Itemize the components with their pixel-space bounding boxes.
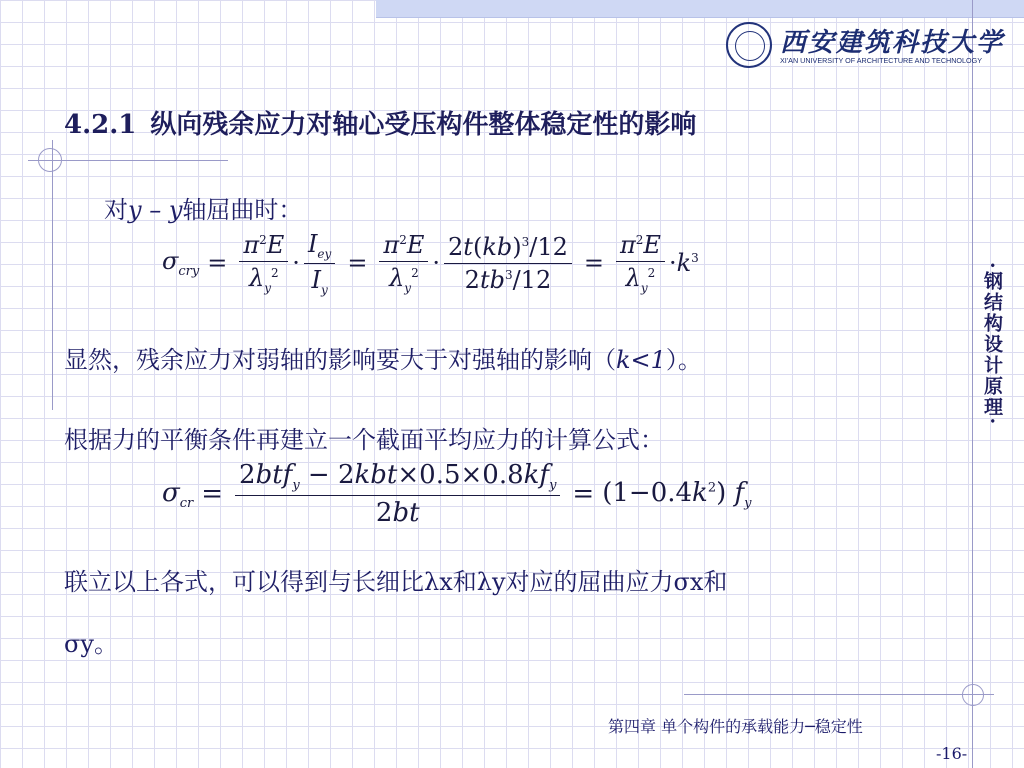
left-decorative-vertical-line (52, 140, 53, 410)
paragraph-equilibrium-intro: 根据力的平衡条件再建立一个截面平均应力的计算公式： (64, 426, 664, 454)
top-decorative-band (376, 0, 1024, 18)
paragraph-conclusion-end: σy。 (64, 630, 118, 658)
university-name-cn: 西安建筑科技大学 (780, 28, 1005, 58)
bottom-decorative-circle (962, 684, 984, 706)
line2-end: ）。 (665, 346, 702, 374)
formula-critical-stress-y: $\sigma_{cry}$ = $\frac{\pi^2E}{\lambda_y^2}$ · $\frac{I_{ey}}{I_y}$ = $\frac{\pi^2E}{\lambda_y^2}$ · $\frac{2t(kb)^3/12}{2tb^3/12}$ = $\frac{\pi^2E}{\lambda_y^2}$ · $k^3$ (162, 230, 699, 297)
university-name-en: XI'AN UNIVERSITY OF ARCHITECTURE AND TECHNOLOGY (780, 56, 982, 65)
line2-condition: k<1 (616, 346, 666, 374)
bottom-decorative-horizontal-line (684, 694, 994, 695)
right-decorative-vertical-line (972, 0, 973, 768)
line1-suffix: 轴屈曲时： (182, 196, 303, 224)
university-seal-icon (726, 22, 772, 68)
line1-axis: y – y (128, 196, 183, 224)
line1-prefix: 对 (104, 196, 128, 224)
section-number: 4.2.1 (64, 110, 137, 140)
left-decorative-circle (38, 148, 62, 172)
paragraph-buckling-y-axis (104, 190, 302, 225)
formula-average-stress: $\sigma_{cr}$ = $\frac{2btf_y - 2kbt\times 0.5\times 0.8kf_y}{2bt}$ = $(1-0.4k^2)$ $f_y$ (162, 460, 752, 529)
paragraph-weak-axis-note (64, 340, 702, 375)
line2-text: 显然，残余应力对弱轴的影响要大于对强轴的影响（ (64, 346, 616, 374)
university-logo (726, 22, 1005, 72)
side-course-label: ·钢结构设计原理· (981, 262, 1003, 427)
section-title: 纵向残余应力对轴心受压构件整体稳定性的影响 (150, 110, 697, 140)
footer-chapter-title: 第四章 单个构件的承载能力─稳定性 (608, 717, 863, 736)
paragraph-combined-conclusion: 联立以上各式，可以得到与长细比λx和λy对应的屈曲应力σx和 (64, 568, 728, 596)
footer-page-number: -16- (936, 744, 968, 763)
page-title (64, 104, 696, 141)
